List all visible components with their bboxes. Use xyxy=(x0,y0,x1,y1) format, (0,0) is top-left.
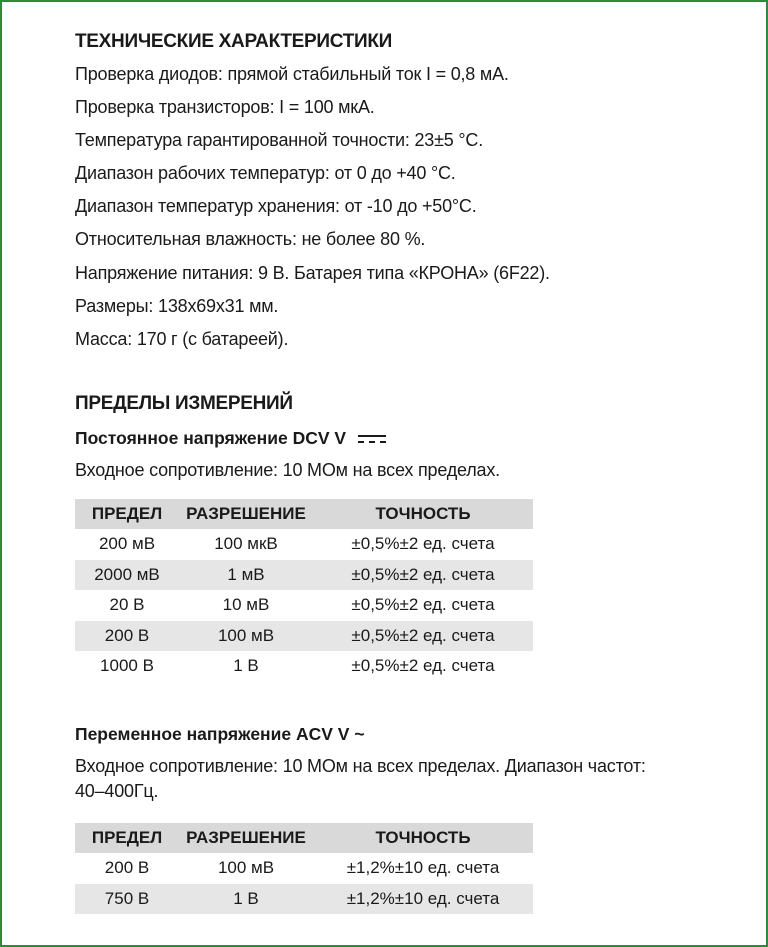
cell-limit: 20 В xyxy=(109,595,145,615)
cell-resolution: 1 В xyxy=(233,656,259,676)
cell-resolution: 1 мВ xyxy=(179,560,313,591)
tech-line-diodes: Проверка диодов: прямой стабильный ток I = 0,8 мА. xyxy=(75,64,509,84)
cell-limit: 1000 В xyxy=(100,656,154,676)
acv-title: Переменное напряжение ACV V ~ xyxy=(75,724,365,744)
dc-symbol-icon xyxy=(357,433,387,445)
cell-limit: 200 В xyxy=(75,621,179,652)
table-row xyxy=(75,853,533,884)
cell-limit: 200 В xyxy=(104,858,150,878)
cell-accuracy: ±0,5%±2 ед. счета xyxy=(351,595,495,615)
cell-accuracy: ±0,5%±2 ед. счета xyxy=(313,560,533,591)
table-row xyxy=(75,884,533,915)
cell-limit: 2000 мВ xyxy=(75,560,179,591)
acv-table-header xyxy=(75,823,533,853)
dcv-title xyxy=(75,428,387,449)
cell-accuracy: ±0,5%±2 ед. счета xyxy=(351,534,495,554)
cell-resolution: 100 мВ xyxy=(179,621,313,652)
dcv-description: Входное сопротивление: 10 МОм на всех пределах. xyxy=(75,460,500,480)
tech-line-operating-temp: Диапазон рабочих температур: от 0 до +40 °С. xyxy=(75,163,456,183)
header-resolution: РАЗРЕШЕНИЕ xyxy=(179,823,313,853)
acv-description-line2: 40–400Гц. xyxy=(75,781,159,801)
cell-limit: 750 В xyxy=(75,884,179,915)
table-row xyxy=(75,590,533,621)
dcv-table xyxy=(75,499,533,682)
cell-accuracy: ±1,2%±10 ед. счета xyxy=(313,884,533,915)
tech-line-humidity: Относительная влажность: не более 80 %. xyxy=(75,229,426,249)
tech-line-dimensions: Размеры: 138x69x31 мм. xyxy=(75,296,279,316)
table-row xyxy=(75,651,533,682)
cell-limit: 200 мВ xyxy=(98,534,156,554)
tech-line-storage-temp: Диапазон температур хранения: от -10 до +50°С. xyxy=(75,196,477,216)
cell-accuracy: ±0,5%±2 ед. счета xyxy=(351,656,495,676)
cell-resolution: 100 мкВ xyxy=(214,534,278,554)
dcv-table-header xyxy=(75,499,533,529)
tech-line-accuracy-temp: Температура гарантированной точности: 23±5 °С. xyxy=(75,130,483,150)
dcv-title-text: Постоянное напряжение DCV V xyxy=(75,428,347,448)
cell-resolution: 100 мВ xyxy=(217,858,275,878)
header-resolution: РАЗРЕШЕНИЕ xyxy=(179,499,313,529)
acv-table xyxy=(75,823,533,914)
tech-heading: ТЕХНИЧЕСКИЕ ХАРАКТЕРИСТИКИ xyxy=(75,31,393,52)
header-limit: ПРЕДЕЛ xyxy=(75,499,179,529)
table-row xyxy=(75,529,533,560)
cell-accuracy: ±0,5%±2 ед. счета xyxy=(313,621,533,652)
cell-resolution: 10 мВ xyxy=(222,595,270,615)
table-row xyxy=(75,621,533,652)
tech-line-transistors: Проверка транзисторов: I = 100 мкА. xyxy=(75,97,375,117)
cell-resolution: 1 В xyxy=(179,884,313,915)
limits-heading: ПРЕДЕЛЫ ИЗМЕРЕНИЙ xyxy=(75,393,293,414)
header-limit: ПРЕДЕЛ xyxy=(75,823,179,853)
acv-description-line1: Входное сопротивление: 10 МОм на всех пределах. Диапазон частот: xyxy=(75,756,646,776)
header-accuracy: ТОЧНОСТЬ xyxy=(313,499,533,529)
tech-line-power: Напряжение питания: 9 В. Батарея типа «КРОНА» (6F22). xyxy=(75,263,550,283)
table-row xyxy=(75,560,533,591)
cell-accuracy: ±1,2%±10 ед. счета xyxy=(346,858,500,878)
tech-line-mass: Масса: 170 г (с батареей). xyxy=(75,329,289,349)
header-accuracy: ТОЧНОСТЬ xyxy=(313,823,533,853)
